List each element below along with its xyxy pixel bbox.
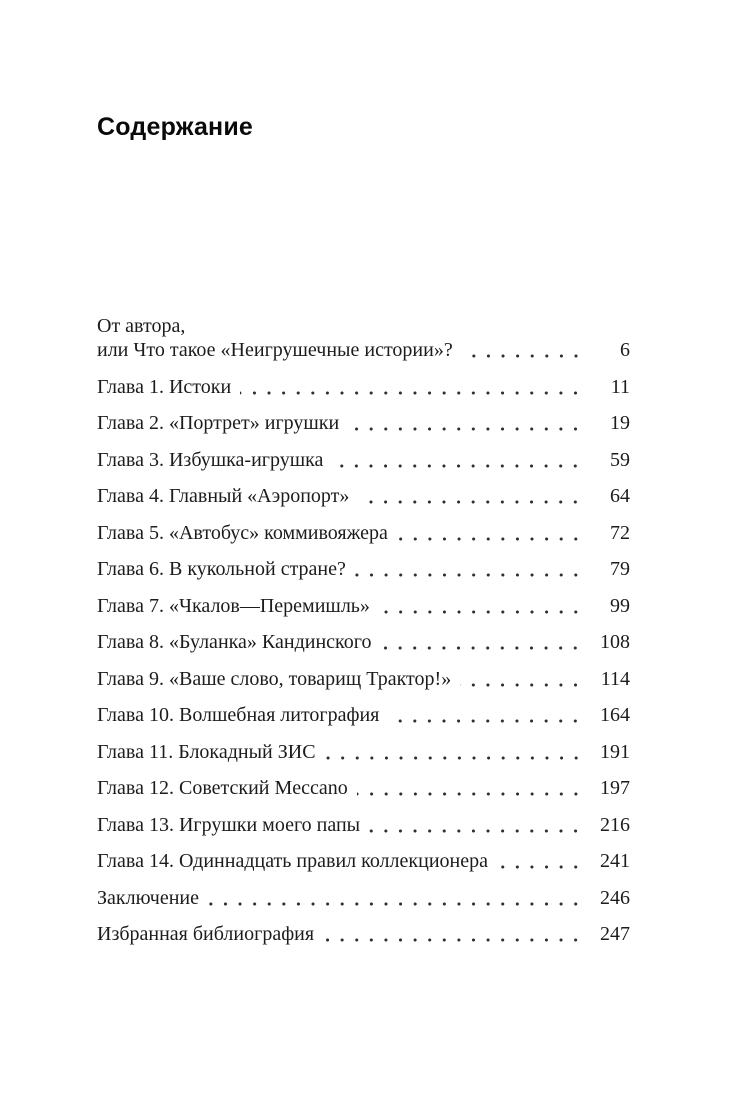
toc-entry: [97, 740, 630, 764]
dot-leader: [357, 776, 583, 800]
toc-entry: [97, 630, 630, 654]
toc-entry: [97, 375, 630, 399]
toc-entry-page-number: 216: [600, 813, 630, 836]
toc-entry-label: Глава 9. «Ваше слово, товарищ Трактор!»: [97, 667, 452, 690]
toc-entry: [97, 594, 630, 618]
dot-leader: [355, 557, 583, 581]
toc-entry-page-number: 246: [600, 886, 630, 909]
toc-entry-page-number: 108: [600, 631, 630, 653]
toc-entry-line: [97, 594, 630, 618]
dot-leader: [397, 521, 583, 545]
dot-leader: [325, 740, 583, 764]
dot-leader: [240, 375, 583, 399]
toc-entry-label: Глава 12. Советский Meccano: [97, 777, 348, 799]
toc-entry-line: [97, 375, 630, 399]
dot-leader: [208, 886, 583, 910]
toc-entry: [97, 448, 630, 472]
toc-entry-label: Глава 14. Одиннадцать правил коллекционера: [97, 850, 488, 872]
toc-entry-page-number: 11: [610, 375, 630, 398]
toc-entry-page-number: 72: [610, 521, 630, 544]
dot-leader: [332, 448, 583, 472]
dot-leader: [369, 813, 583, 837]
toc-entry-page-number: 6: [620, 339, 630, 361]
toc-entry: [97, 521, 630, 545]
toc-entry-label: Глава 1. Истоки: [97, 375, 232, 398]
page-title: Содержание: [97, 113, 254, 141]
toc-entry: [97, 849, 630, 873]
toc-entry-label: Глава 10. Волшебная литография: [97, 704, 380, 726]
toc-entry: [97, 484, 630, 508]
toc-entry: [97, 667, 630, 691]
toc-entry-page-number: 59: [610, 448, 630, 471]
dot-leader: [379, 594, 583, 618]
dot-leader: [460, 667, 583, 691]
dot-leader: [358, 484, 583, 508]
toc-entry-label: Глава 4. Главный «Аэропорт»: [97, 485, 350, 507]
dot-leader: [497, 849, 583, 873]
toc-entry: [97, 922, 630, 946]
toc-entry: [97, 703, 630, 727]
toc-entry-page-number: 64: [610, 485, 630, 507]
dot-leader: [388, 703, 583, 727]
toc-entry-line: [97, 703, 630, 727]
toc-entry-label: Глава 5. «Автобус» коммивояжера: [97, 521, 388, 544]
toc-entry-page-number: 191: [600, 740, 630, 763]
dot-leader: [462, 338, 583, 362]
toc-entry-line: [97, 740, 630, 764]
toc-entry-line: [97, 411, 630, 435]
toc-entry-line: [97, 922, 630, 946]
toc-entry-line: [97, 630, 630, 654]
toc-entry-page-number: 247: [600, 923, 630, 945]
toc-entry-label: или Что такое «Неигрушечные истории»?: [97, 339, 453, 361]
toc-entry-line: [97, 813, 630, 837]
toc-entry-label: Глава 8. «Буланка» Кандинского: [97, 631, 372, 653]
toc-entry: [97, 557, 630, 581]
toc-entry-line: [97, 484, 630, 508]
toc-entry-label: Избранная библиография: [97, 923, 315, 945]
toc-entry-label: Глава 7. «Чкалов—Перемишль»: [97, 594, 370, 617]
toc-entry-page-number: 241: [600, 850, 630, 872]
toc-entry-line: [97, 521, 630, 545]
toc-entry-page-number: 19: [610, 412, 630, 434]
toc-entry-line: [97, 448, 630, 472]
toc-entry: [97, 813, 630, 837]
toc-entry-label: Глава 11. Блокадный ЗИС: [97, 740, 316, 763]
toc-entry-line: [97, 886, 630, 910]
toc-entry-page-number: 79: [610, 558, 630, 580]
toc-entry-label: Глава 6. В кукольной стране?: [97, 558, 346, 580]
toc-entry-label: Глава 3. Избушка-игрушка: [97, 448, 324, 471]
toc-entry-line: [97, 849, 630, 873]
dot-leader: [323, 922, 583, 946]
toc-entry-label: Глава 2. «Портрет» игрушки: [97, 412, 340, 434]
toc-entry: [97, 886, 630, 910]
toc-entry-line: [97, 338, 630, 362]
toc-entry-line: [97, 557, 630, 581]
toc-entry-line: [97, 667, 630, 691]
toc-entry-line: [97, 776, 630, 800]
toc-entry: [97, 776, 630, 800]
dot-leader: [380, 630, 583, 654]
toc-entry: [97, 411, 630, 435]
toc-entry-page-number: 197: [600, 777, 630, 799]
toc-entry-page-number: 114: [600, 667, 630, 690]
toc-entry-page-number: 99: [610, 594, 630, 617]
toc-list: [97, 314, 630, 946]
toc-entry: [97, 314, 630, 362]
toc-entry-wrap-line: От автора,: [97, 315, 186, 337]
dot-leader: [348, 411, 583, 435]
toc-entry-label: Заключение: [97, 886, 199, 909]
toc-entry-label: Глава 13. Игрушки моего папы: [97, 813, 361, 836]
toc-entry-page-number: 164: [600, 704, 630, 726]
